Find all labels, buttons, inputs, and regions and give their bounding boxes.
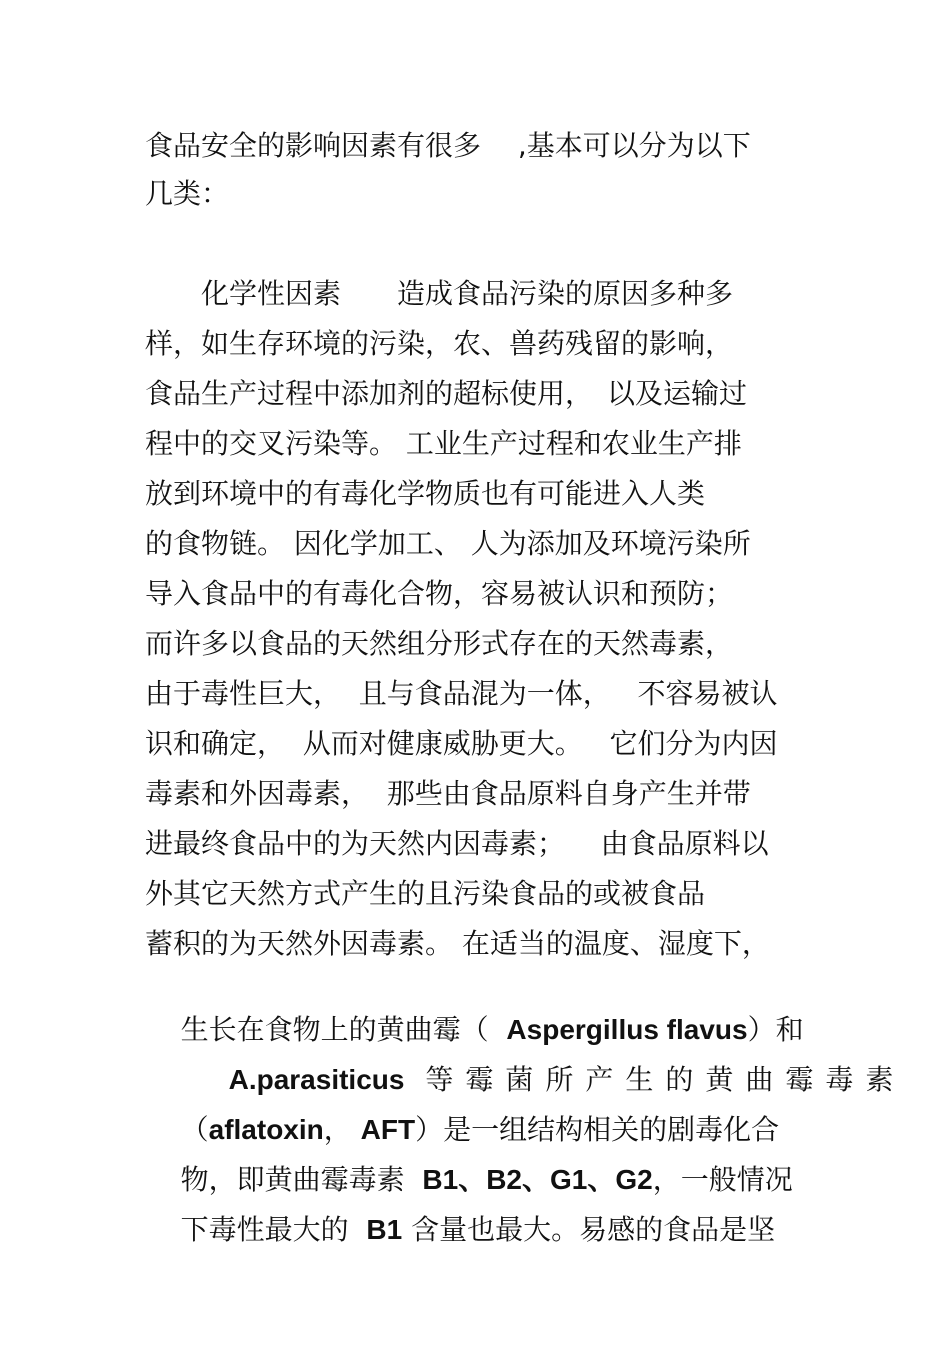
line19-post: ）是一组结构相关的剧毒化合 — [415, 1113, 780, 1146]
line19-mid: ， — [323, 1113, 361, 1146]
text-line-7: 放到环境中的有毒化学物质也有可能进入人类 — [145, 477, 706, 510]
text-line-5: 食品生产过程中添加剂的超标使用， 以及运输过 — [145, 377, 748, 410]
text-line-6: 程中的交叉污染等。 工业生产过程和农业生产排 — [145, 427, 742, 460]
text-line-9: 导入食品中的有毒化合物，容易被认识和预防； — [145, 577, 734, 610]
line19-pre: （ — [180, 1113, 209, 1146]
text-line-13: 毒素和外因毒素， 那些由食品原料自身产生并带 — [145, 777, 751, 810]
line20-pre: 物，即黄曲霉毒素 — [180, 1163, 423, 1196]
line18-latin: A.parasiticus — [228, 1064, 405, 1095]
line17-pre: 生长在食物上的黄曲霉（ — [180, 1013, 507, 1046]
line20-latin: B1、B2、G1、G2 — [422, 1164, 653, 1195]
text-line-21 — [145, 1176, 775, 1284]
text-line-8: 的食物链。 因化学加工、 人为添加及环境污染所 — [145, 527, 751, 560]
line21-latin: B1 — [366, 1214, 403, 1245]
line19-latin2: AFT — [360, 1114, 416, 1145]
text-line-15: 外其它天然方式产生的且污染食品的或被食品 — [145, 877, 706, 910]
line17-latin: Aspergillus flavus — [506, 1014, 748, 1045]
text-line-12: 识和确定， 从而对健康威胁更大。 它们分为内因 — [145, 727, 778, 760]
text-line-16: 蓄积的为天然外因毒素。 在适当的温度、湿度下， — [145, 927, 770, 960]
text-line-3: 化学性因素 造成食品污染的原因多种多 — [145, 277, 734, 310]
line19-latin1: aflatoxin — [208, 1114, 324, 1145]
text-line-1: 食品安全的影响因素有很多 ,基本可以分为以下 — [145, 129, 751, 162]
line21-pre: 下毒性最大的 — [180, 1213, 367, 1246]
line21-post: 含量也最大。易感的食品是坚 — [402, 1213, 776, 1246]
line18-post: 等霉菌所产生的黄曲霉毒素 — [404, 1063, 906, 1096]
text-line-2: 几类： — [145, 177, 230, 210]
line17-post: ）和 — [747, 1013, 804, 1046]
text-line-4: 样，如生存环境的污染，农、兽药残留的影响， — [145, 327, 734, 360]
line20-post: ，一般情况 — [652, 1163, 793, 1196]
text-line-11: 由于毒性巨大， 且与食品混为一体， 不容易被认 — [145, 677, 778, 710]
text-line-14: 进最终食品中的为天然内因毒素； 由食品原料以 — [145, 827, 769, 860]
text-line-10: 而许多以食品的天然组分形式存在的天然毒素， — [145, 627, 734, 660]
